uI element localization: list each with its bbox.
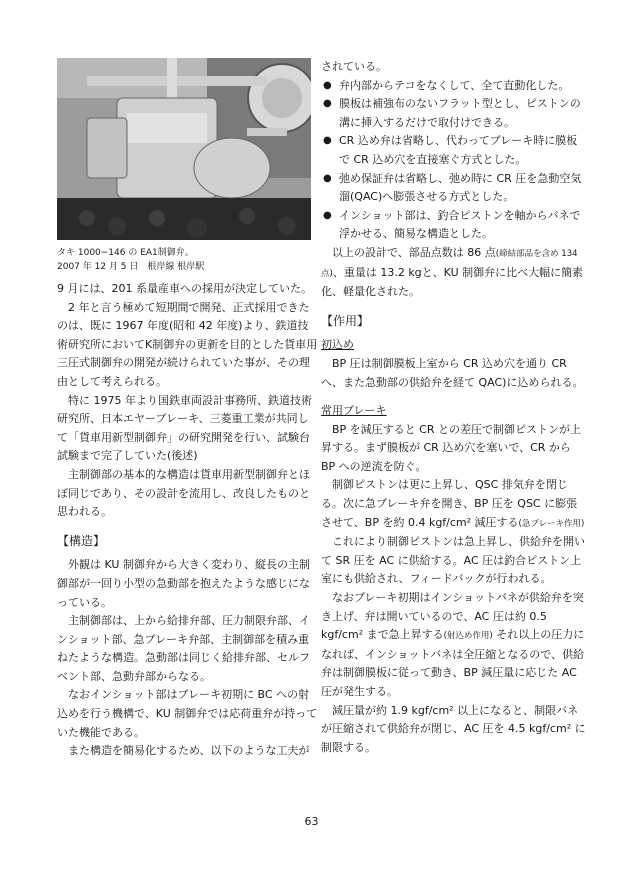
paragraph: 2 年と言う極めて短期間で開発、正式採用できたのは、既に 1967 年度(昭和 42 年度)より、鉄道技術研究所においてK制御弁の更新を目的とした貨車用三圧式制御弁の開発が続けられていた事が、その理由として考えられる。: [57, 300, 318, 388]
text: 、重量は 13.2 kgと、KU 制御弁に比べ大幅に簡素化、軽量化された。: [321, 265, 584, 299]
subheading-initial-charge: 初込め: [321, 338, 354, 352]
text: 制御ピストンは更に上昇し、QSC 排気弁を閉じる。次に急ブレーキ弁を開き、BP 圧を QSC に膨張させて、BP を約 0.4 kgf/cm² 減圧する: [321, 478, 578, 529]
photo-caption: [57, 246, 319, 274]
paragraph: 主制御部は、上から給排弁部、圧力制限弁部、インショット部、急ブレーキ弁部、主制御部を積み重ねたような構造。急動部は同じく給排弁部、セルフベント部、急動弁部からなる。: [57, 614, 310, 683]
caption-line-1: タキ 1000−146 の EA1制御弁。: [57, 248, 194, 258]
paragraph: 主制御部の基本的な構造は貨車用新型制御弁とほぼ同じであり、その設計を流用し、改良したものと思われる。: [57, 467, 310, 519]
paragraph: BP 圧は制御膜板上室から CR 込め穴を通り CR へ、また急動部の供給弁を経て QAC)に込められる。: [321, 356, 584, 389]
paragraph: なおインショット部はブレーキ初期に BC への射込めを行う機構で、KU 制御弁では応荷重弁が持っていた機能である。: [57, 688, 318, 739]
caption-line-2: 2007 年 12 月 5 日 根岸線 根岸駅: [57, 262, 205, 272]
paragraph: 減圧量が約 1.9 kgf/cm² 以上になると、制限バネが圧縮されて供給弁が閉じ、AC 圧を 4.5 kgf/cm² に制限する。: [321, 703, 586, 754]
note: (射込め作用): [443, 631, 493, 642]
list-item: ● 弛め保証弁は省略し、弛め時に CR 圧を急動空気溜(QAC)へ膨張させる方式とした。: [321, 170, 587, 207]
control-valve-photo: [57, 58, 311, 240]
list-item: ● インショット部は、釣合ピストンを軸からバネで浮かせる、簡易な構造とした。: [321, 207, 587, 244]
note: (締結部品を含め 134 点): [321, 248, 578, 279]
list-item: ● CR 込め弁は省略し、代わってブレーキ時に膜板で CR 込め穴を直接塞ぐ方式とした。: [321, 132, 587, 169]
text: それ以上の圧力になれば、インショットバネは全圧縮となるので、供給弁は制御膜板に従って動き、BP 減圧量に応じた AC 圧が発生する。: [321, 628, 585, 698]
page-number: 63: [304, 815, 319, 828]
left-column: [57, 58, 319, 761]
paragraph: [321, 244, 587, 302]
paragraph: これにより制御ピストンは急上昇し、供給弁を開いて SR 圧を AC に供給する。AC 圧は釣合ピストン上室にも供給され、フィードバックが行われる。: [321, 535, 585, 586]
text: なおブレーキ初期はインショットバネが供給弁を突き上げ、弁は開いているので、AC 圧は約 0.5 kgf/cm² まで急上昇する: [321, 591, 584, 642]
paragraph: BP を減圧すると CR との差圧で制御ピストンが上昇する。まず膜板が CR 込め穴を塞いで、CR から BP への逆流を防ぐ。: [321, 422, 581, 473]
list-item: ● 弁内部からテコをなくして、全て直動化した。: [321, 77, 587, 96]
paragraph: 外観は KU 制御弁から大きく変わり、縦長の主制御部が一回り小型の急動部を抱えたような感じになっている。: [57, 558, 310, 609]
valve-photo-illustration: [57, 58, 311, 240]
text: 以上の設計で、部品点数は 86 点: [332, 245, 496, 259]
section-heading-action: 【作用】: [321, 313, 370, 328]
paragraph: また構造を簡易化するため、以下のような工夫が: [68, 744, 310, 758]
subheading-service-brake: 常用ブレーキ: [321, 404, 387, 418]
paragraph: 9 月には、201 系量産車への採用が決定していた。: [57, 282, 312, 295]
paragraph: [321, 589, 587, 702]
paragraph: されている。: [321, 60, 387, 73]
design-feature-list: [321, 77, 587, 244]
paragraph: [321, 476, 587, 533]
note: (急ブレーキ作用): [518, 518, 585, 529]
right-column: [321, 58, 587, 757]
list-item: ● 膜板は補強布のないフラット型とし、ピストンの溝に挿入するだけで取付けできる。: [321, 95, 587, 132]
paragraph: 特に 1975 年より国鉄車両設計事務所、鉄道技術研究所、日本エヤーブレーキ、三菱重工業が共同して「貨車用新型制御弁」の研究開発を行い、試験台試験まで完了していた(後述): [57, 393, 312, 463]
section-heading-structure: 【構造】: [57, 533, 106, 548]
